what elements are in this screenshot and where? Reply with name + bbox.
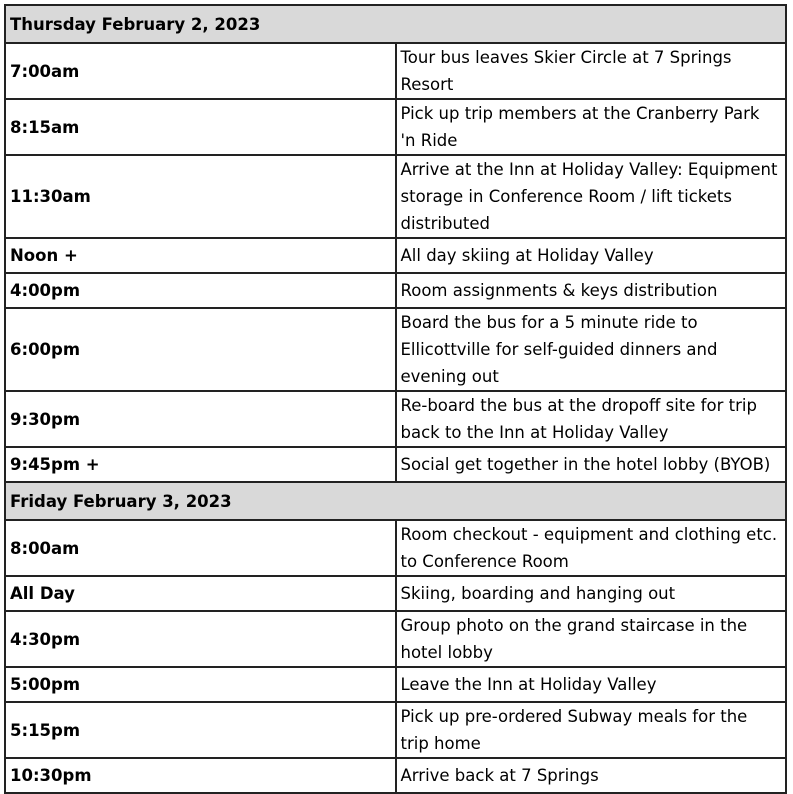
event-description: All day skiing at Holiday Valley <box>396 238 787 273</box>
event-row <box>5 576 786 611</box>
event-description: Board the bus for a 5 minute ride to Ellicottville for self-guided dinners and evening out <box>396 308 787 391</box>
event-row <box>5 520 786 576</box>
event-description: Skiing, boarding and hanging out <box>396 576 787 611</box>
event-description: Pick up trip members at the Cranberry Park 'n Ride <box>396 99 787 155</box>
event-row <box>5 702 786 758</box>
event-row <box>5 758 786 793</box>
event-time: 4:30pm <box>5 611 396 667</box>
event-row <box>5 447 786 482</box>
event-time: 4:00pm <box>5 273 396 308</box>
event-time: 7:00am <box>5 43 396 99</box>
event-description: Social get together in the hotel lobby (BYOB) <box>396 447 787 482</box>
itinerary-table <box>4 4 787 794</box>
day-header: Thursday February 2, 2023 <box>5 5 786 43</box>
event-time: 11:30am <box>5 155 396 238</box>
event-time: Noon + <box>5 238 396 273</box>
event-row <box>5 308 786 391</box>
event-description: Group photo on the grand staircase in the hotel lobby <box>396 611 787 667</box>
event-time: All Day <box>5 576 396 611</box>
event-row <box>5 155 786 238</box>
event-description: Room checkout - equipment and clothing etc. to Conference Room <box>396 520 787 576</box>
event-description: Arrive back at 7 Springs <box>396 758 787 793</box>
event-description: Room assignments & keys distribution <box>396 273 787 308</box>
event-time: 10:30pm <box>5 758 396 793</box>
event-time: 5:00pm <box>5 667 396 702</box>
event-description: Pick up pre-ordered Subway meals for the trip home <box>396 702 787 758</box>
day-header: Friday February 3, 2023 <box>5 482 786 520</box>
event-time: 9:45pm + <box>5 447 396 482</box>
event-description: Leave the Inn at Holiday Valley <box>396 667 787 702</box>
event-row <box>5 611 786 667</box>
event-row <box>5 391 786 447</box>
event-time: 8:00am <box>5 520 396 576</box>
event-time: 6:00pm <box>5 308 396 391</box>
day-header-row <box>5 5 786 43</box>
event-row <box>5 99 786 155</box>
event-time: 9:30pm <box>5 391 396 447</box>
itinerary-body <box>5 5 786 793</box>
event-row <box>5 43 786 99</box>
event-row <box>5 667 786 702</box>
event-row <box>5 273 786 308</box>
day-header-row <box>5 482 786 520</box>
event-description: Arrive at the Inn at Holiday Valley: Equipment storage in Conference Room / lift tickets distributed <box>396 155 787 238</box>
event-time: 5:15pm <box>5 702 396 758</box>
event-time: 8:15am <box>5 99 396 155</box>
event-row <box>5 238 786 273</box>
event-description: Re-board the bus at the dropoff site for trip back to the Inn at Holiday Valley <box>396 391 787 447</box>
event-description: Tour bus leaves Skier Circle at 7 Springs Resort <box>396 43 787 99</box>
